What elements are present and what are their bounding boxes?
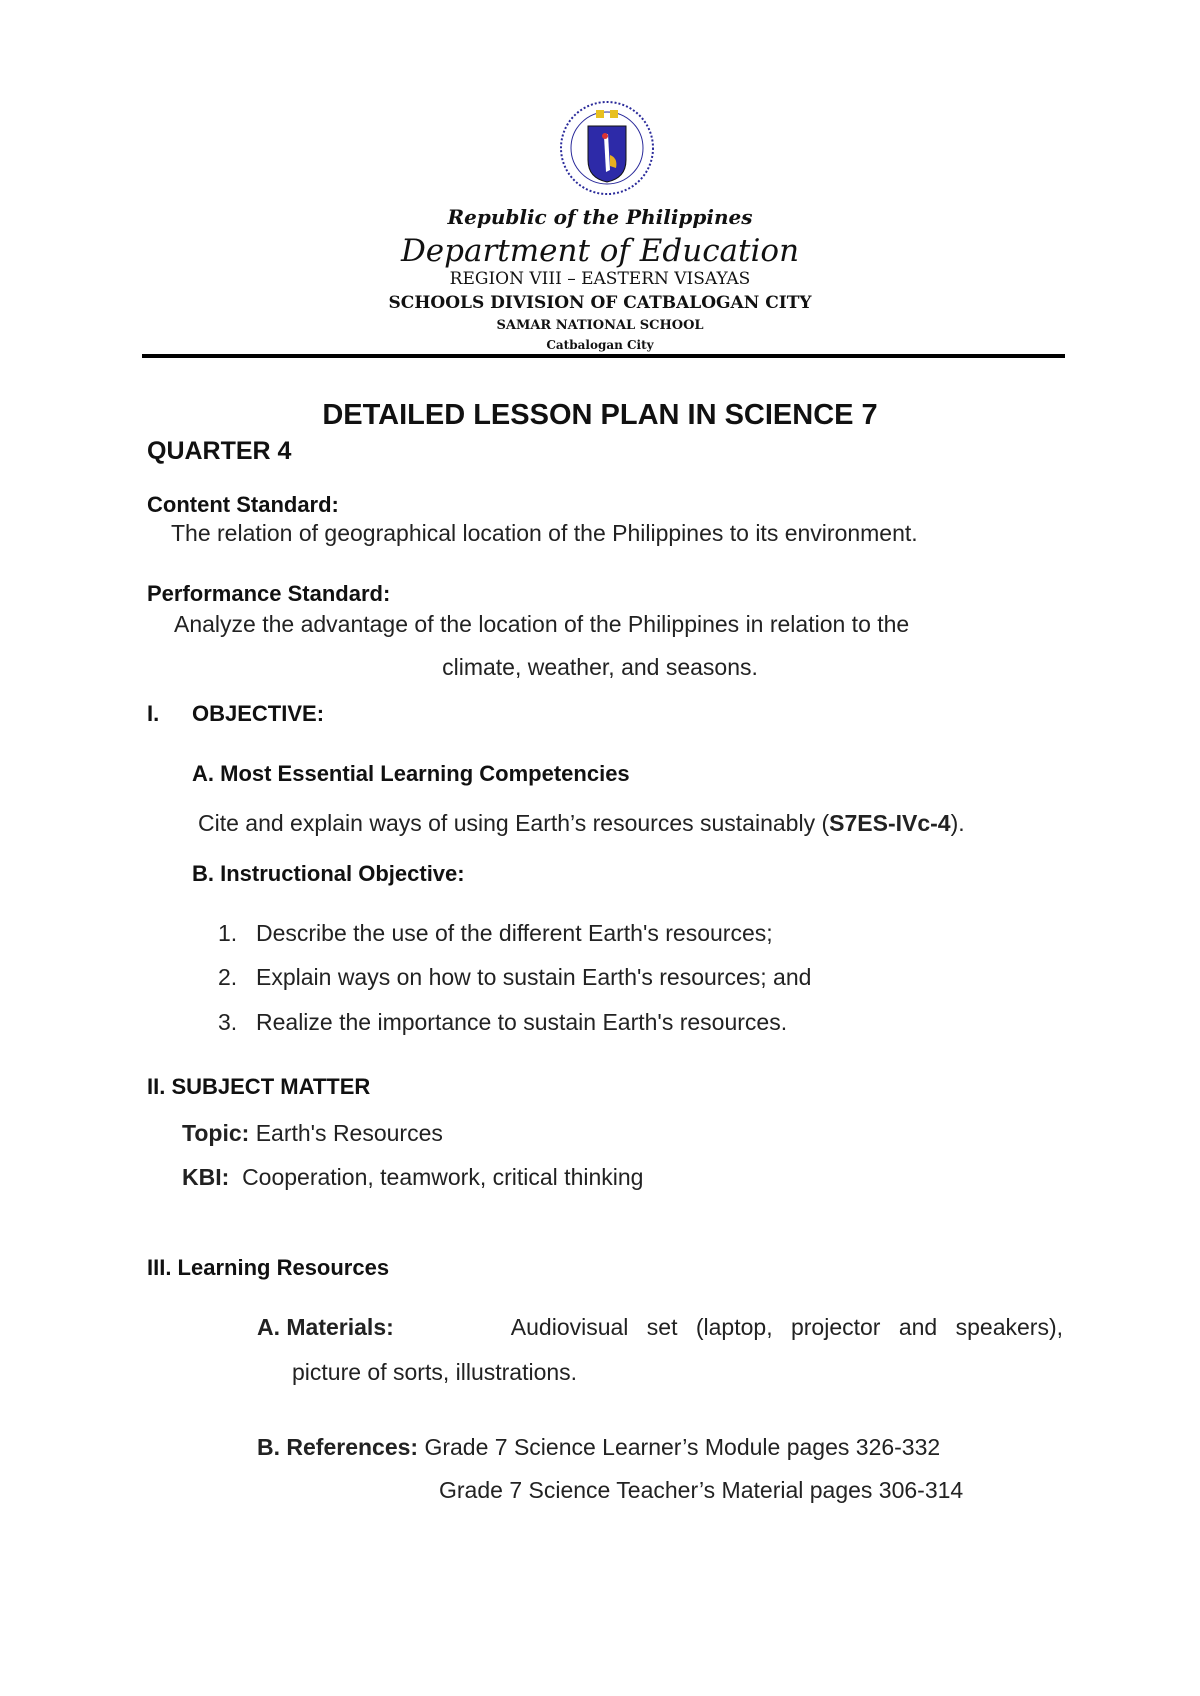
school-heading: SAMAR NATIONAL SCHOOL	[496, 318, 704, 333]
topic-line	[182, 1122, 443, 1145]
melc-text-body: Cite and explain ways of using Earth’s resources sustainably (	[198, 810, 830, 836]
deped-seal-logo	[552, 100, 662, 196]
reference-item: Grade 7 Science Teacher’s Material pages 306-314	[439, 1477, 964, 1503]
materials-text: Audiovisual set (laptop, projector and speakers),	[510, 1314, 1063, 1340]
objective-item-num: 2.	[218, 964, 238, 990]
objective-item-num: 3.	[218, 1009, 238, 1035]
instructional-objective-heading: B. Instructional Objective:	[192, 861, 465, 886]
materials-text-2: picture of sorts, illustrations.	[292, 1359, 578, 1385]
kbi-label: KBI:	[182, 1164, 230, 1190]
melc-text	[198, 812, 965, 835]
reference-item: Grade 7 Science Learner’s Module pages 326-332	[424, 1434, 941, 1460]
division-heading: SCHOOLS DIVISION OF CATBALOGAN CITY	[388, 293, 812, 313]
materials-label: A. Materials:	[257, 1314, 394, 1340]
references-line	[257, 1436, 940, 1459]
melc-text-end: ).	[950, 810, 965, 836]
topic-value: Earth's Resources	[255, 1120, 443, 1146]
subject-matter-heading: II. SUBJECT MATTER	[147, 1074, 371, 1099]
objective-item: Describe the use of the different Earth's resources;	[256, 920, 773, 946]
city-heading: Catbalogan City	[546, 338, 654, 352]
performance-standard-text-2: climate, weather, and seasons.	[442, 654, 758, 680]
content-standard-text: The relation of geographical location of the Philippines to its environment.	[171, 520, 918, 546]
department-heading: Department of Education	[400, 233, 800, 269]
quarter-heading: QUARTER 4	[147, 437, 292, 465]
header-divider	[142, 354, 1065, 358]
objective-item: Explain ways on how to sustain Earth's resources; and	[256, 964, 812, 990]
references-label: B. References:	[257, 1434, 419, 1460]
melc-heading: A. Most Essential Learning Competencies	[192, 761, 630, 786]
learning-resources-heading: III. Learning Resources	[147, 1255, 390, 1280]
page-title: DETAILED LESSON PLAN IN SCIENCE 7	[322, 399, 878, 431]
objective-numeral: I.	[147, 701, 160, 726]
melc-code: S7ES-IVc-4	[829, 810, 951, 836]
kbi-value: Cooperation, teamwork, critical thinking	[242, 1164, 644, 1190]
objective-heading: OBJECTIVE:	[192, 701, 325, 726]
performance-standard-label: Performance Standard:	[147, 581, 391, 606]
kbi-line	[182, 1166, 643, 1189]
republic-heading: Republic of the Philippines	[447, 205, 753, 229]
content-standard-label: Content Standard:	[147, 492, 339, 517]
topic-label: Topic:	[182, 1120, 250, 1146]
objective-item: Realize the importance to sustain Earth's resources.	[256, 1009, 788, 1035]
objective-item-num: 1.	[218, 920, 238, 946]
region-heading: REGION VIII – EASTERN VISAYAS	[449, 269, 751, 289]
materials-line	[257, 1316, 1063, 1339]
performance-standard-text: Analyze the advantage of the location of the Philippines in relation to the	[174, 611, 910, 637]
